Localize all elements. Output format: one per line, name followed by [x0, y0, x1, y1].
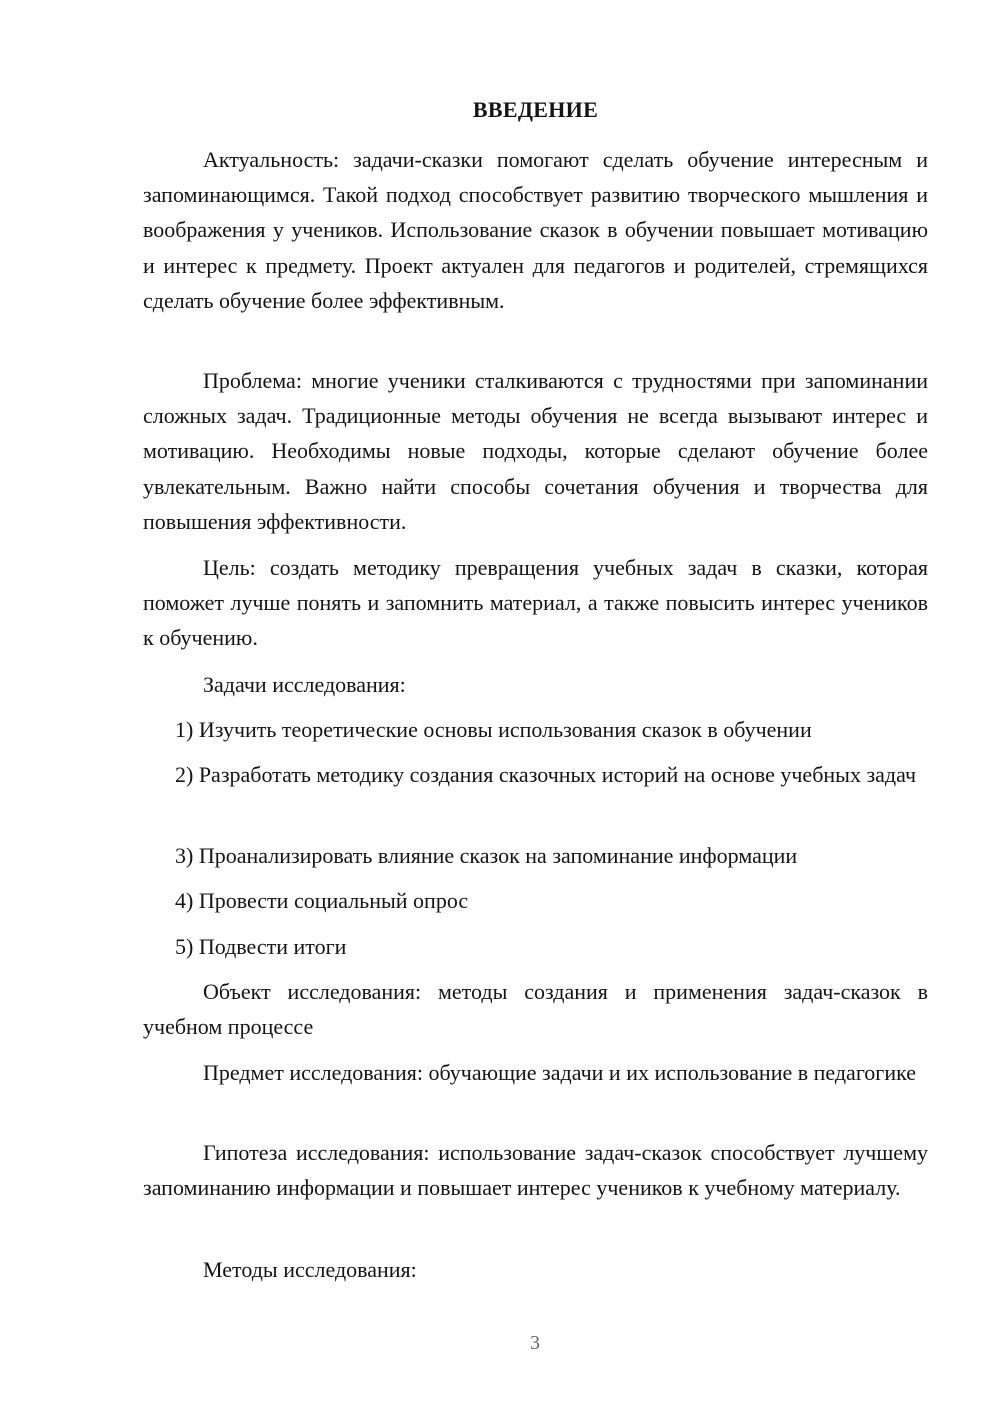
paragraph-relevance: Актуальность: задачи-сказки помогают сделать обучение интересным и запоминающимся. Такой подход способствует развитию творческого мышления и воображения у учеников. Использование сказок в обучении повышает мотивацию и интерес к предмету. Проект актуален для педагогов и родителей, стремящихся сделать обучение более эффективным.	[143, 147, 928, 313]
methods-heading: Методы исследования:	[203, 1257, 417, 1282]
paragraph-object: Объект исследования: методы создания и применения задач-сказок в учебном процессе	[143, 979, 928, 1040]
paragraph-subject: Предмет исследования: обучающие задачи и их использование в педагогике	[203, 1060, 917, 1085]
task-item: 4) Провести социальный опрос	[175, 888, 469, 913]
task-item: 2) Разработать методику создания сказочных историй на основе учебных задач	[175, 762, 917, 787]
paragraph-problem: Проблема: многие ученики сталкиваются с трудностями при запоминании сложных задач. Традиционные методы обучения не всегда вызывают интерес и мотивацию. Необходимы новые подходы, которые сделают обучение более увлекательным. Важно найти способы сочетания обучения и творчества для повышения эффективности.	[143, 368, 928, 534]
task-item: 5) Подвести итоги	[175, 934, 347, 959]
page-number: 3	[530, 1332, 540, 1354]
task-item: 3) Проанализировать влияние сказок на запоминание информации	[175, 843, 798, 868]
tasks-heading: Задачи исследования:	[203, 672, 406, 697]
section-heading: ВВЕДЕНИЕ	[472, 97, 599, 122]
paragraph-hypothesis: Гипотеза исследования: использование задач-сказок способствует лучшему запоминанию информации и повышает интерес учеников к учебному материалу.	[143, 1140, 928, 1201]
task-item: 1) Изучить теоретические основы использования сказок в обучении	[175, 717, 812, 742]
paragraph-goal: Цель: создать методику превращения учебных задач в сказки, которая поможет лучше понять и запомнить материал, а также повысить интерес учеников к обучению.	[143, 555, 928, 651]
